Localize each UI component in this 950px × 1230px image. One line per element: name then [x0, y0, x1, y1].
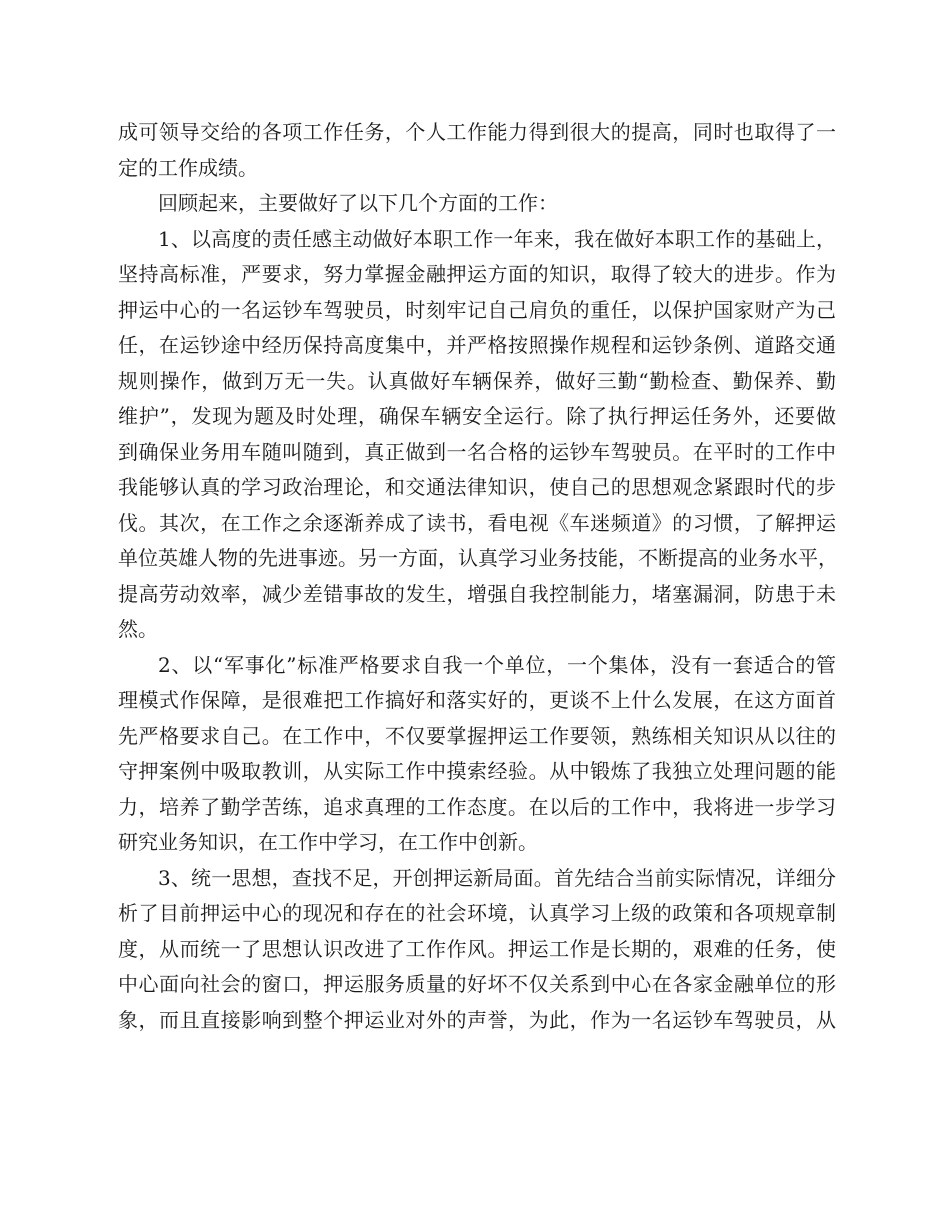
text-line: 力，培养了勤学苦练，追求真理的工作态度。在以后的工作中，我将进一步学习: [118, 794, 836, 819]
text-line: 任，在运钞途中经历保持高度集中，并严格按照操作规程和运钞条例、道路交通: [118, 333, 836, 357]
text-line: 规则操作，做到万无一失。认真做好车辆保养，做好三勤“勤检查、勤保养、勤: [118, 368, 836, 393]
paragraph: [118, 186, 836, 222]
text-line: 然。: [118, 617, 158, 641]
text-line: 象，而且直接影响到整个押运业对外的声誉，为此，作为一名运钞车驾驶员，从: [118, 1007, 836, 1032]
text-line: 维护”，发现为题及时处理，确保车辆安全运行。除了执行押运任务外，还要做: [118, 404, 836, 428]
text-line: 定的工作成绩。: [118, 155, 258, 180]
text-line: 回顾起来，主要做好了以下几个方面的工作：: [158, 191, 558, 215]
text-line: 提高劳动效率，减少差错事故的发生，增强自我控制能力，堵塞漏洞，防患于未: [118, 581, 836, 606]
text-line: 单位英雄人物的先进事迹。另一方面，认真学习业务技能，不断提高的业务水平，: [118, 546, 838, 570]
text-line: 析了目前押运中心的现况和存在的社会环境，认真学习上级的政策和各项规章制: [118, 901, 836, 925]
text-line: 坚持高标准，严要求，努力掌握金融押运方面的知识，取得了较大的进步。作为: [118, 262, 836, 286]
text-line: 成可领导交给的各项工作任务，个人工作能力得到很大的提高，同时也取得了一: [118, 120, 836, 144]
text-line: 我能够认真的学习政治理论，和交通法律知识，使自己的思想观念紧跟时代的步: [118, 475, 836, 499]
text-line: 中心面向社会的窗口，押运服务质量的好坏不仅关系到中心在各家金融单位的形: [118, 972, 836, 996]
text-line: 度，从而统一了思想认识改进了工作作风。押运工作是长期的，艰难的任务，使: [118, 936, 836, 961]
paragraph: [118, 115, 836, 186]
text-line: 伐。其次，在工作之余逐渐养成了读书，看电视《车迷频道》的习惯，了解押运: [118, 510, 836, 535]
text-line: 2、以“军事化”标准严格要求自我一个单位，一个集体，没有一套适合的管: [158, 652, 836, 677]
paragraph: [118, 648, 836, 861]
text-line: 到确保业务用车随叫随到，真正做到一名合格的运钞车驾驶员。在平时的工作中: [118, 439, 836, 464]
text-line: 研究业务知识，在工作中学习，在工作中创新。: [118, 830, 538, 854]
text-line: 1、以高度的责任感主动做好本职工作一年来，我在做好本职工作的基础上，: [158, 226, 836, 251]
text-line: 押运中心的一名运钞车驾驶员，时刻牢记自己肩负的重任，以保护国家财产为己: [118, 297, 836, 322]
paragraph: [118, 222, 836, 648]
document-body: [118, 115, 836, 1038]
text-line: 守押案例中吸取教训，从实际工作中摸索经验。从中锻炼了我独立处理问题的能: [118, 759, 836, 783]
text-line: 理模式作保障，是很难把工作搞好和落实好的，更谈不上什么发展，在这方面首: [118, 688, 836, 712]
paragraph: [118, 861, 836, 1039]
text-line: 先严格要求自己。在工作中，不仅要掌握押运工作要领，熟练相关知识从以往的: [118, 723, 836, 748]
text-line: 3、统一思想，查找不足，开创押运新局面。首先结合当前实际情况，详细分: [158, 865, 836, 890]
